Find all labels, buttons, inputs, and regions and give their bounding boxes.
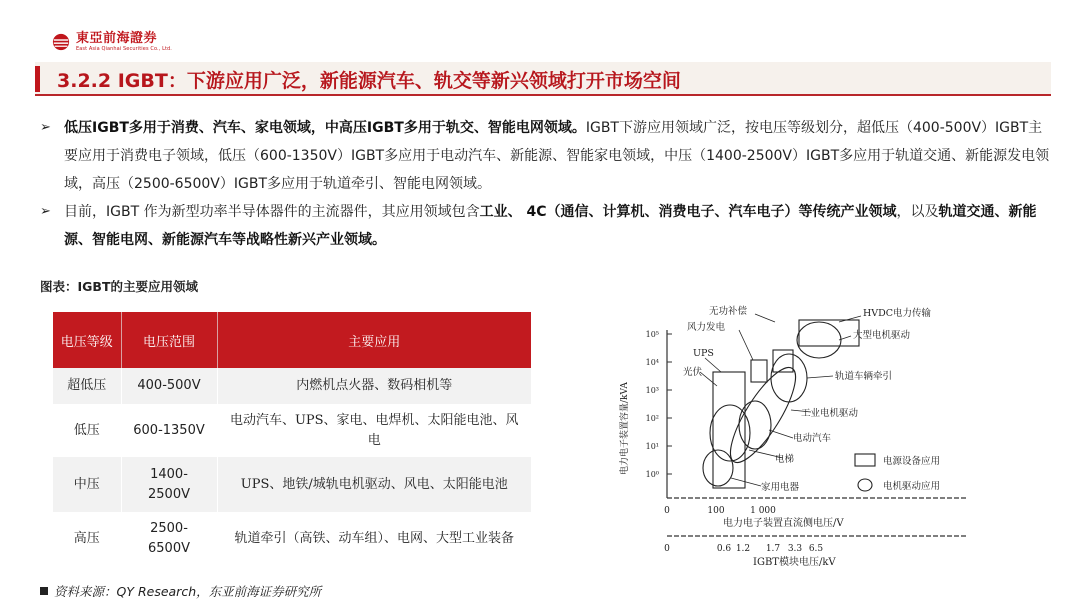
table-cell-application: UPS、地铁/城轨电机驱动、风电、太阳能电池 [217, 457, 531, 512]
table-row [53, 512, 531, 565]
table-cell-level: 超低压 [53, 368, 121, 404]
x2-tick-label: 0.6 [716, 544, 732, 554]
x2-axis-label: IGBT模块电压/kV [753, 557, 836, 568]
label-rail-traction: 轨道车辆牵引 [835, 371, 893, 382]
label-reactive-comp: 无功补偿 [709, 306, 748, 317]
company-logo [52, 32, 172, 52]
label-industrial-motor: 工业电机驱动 [801, 408, 859, 419]
bullet-list [40, 114, 1050, 254]
x2-tick-label: 6.5 [808, 544, 824, 554]
company-name-cn: 東亞前海證券 [76, 31, 158, 46]
y-tick-label: 10⁴ [645, 358, 659, 367]
y-tick-label: 10⁰ [645, 470, 659, 479]
title-accent [35, 66, 40, 92]
table-cell-application: 轨道牵引（高铁、动车组）、电网、大型工业装备 [217, 512, 531, 565]
y-tick-label: 10³ [645, 386, 659, 395]
x-tick-label: 0 [664, 506, 670, 516]
ev-region [739, 401, 771, 449]
bullet-1-bold: 低压IGBT多用于消费、汽车、家电领域，中高压IGBT多用于轨交、智能电网领域。 [64, 120, 586, 136]
table-header-voltage-range: 电压范围 [121, 312, 217, 368]
x2-tick-label: 0 [664, 544, 670, 554]
ups-region [713, 372, 745, 488]
bullet-item-2 [40, 198, 1050, 254]
table-cell-level: 中压 [53, 457, 121, 512]
diagram-svg [603, 300, 983, 575]
table-cell-range: 1400-2500V [121, 457, 217, 512]
company-name-en: East Asia Qianhai Securities Co., Ltd. [76, 46, 172, 52]
x2-tick-label: 1.7 [765, 544, 781, 554]
application-table [53, 312, 531, 565]
table-header-row [53, 312, 531, 368]
bullet-arrow-icon: ➢ [40, 120, 51, 135]
source-text: 资料来源：QY Research，东亚前海证券研究所 [54, 584, 322, 599]
table-cell-level: 低压 [53, 404, 121, 457]
x-tick-label: 1 000 [750, 506, 776, 516]
legend-ellipse-icon [858, 479, 872, 491]
bullet-item-1 [40, 114, 1050, 198]
wind-region [751, 360, 767, 382]
y-axis-label: 电力电子装置容量/kVA [620, 382, 630, 475]
bullet-2-text-2: ，以及 [896, 204, 939, 220]
x2-tick-label: 3.3 [787, 544, 803, 554]
legend-rect-icon [855, 454, 875, 466]
label-large-motor: 大型电机驱动 [853, 330, 911, 341]
label-photovoltaic: 光伏 [683, 367, 703, 378]
label-home-appliance: 家用电器 [761, 482, 800, 493]
bullet-arrow-icon: ➢ [40, 204, 51, 219]
slide-title-bar [35, 62, 1051, 96]
table-cell-range: 2500-6500V [121, 512, 217, 565]
table-cell-range: 600-1350V [121, 404, 217, 457]
company-logo-icon [52, 33, 70, 51]
square-bullet-icon [40, 587, 48, 595]
table-row [53, 457, 531, 512]
y-tick-label: 10⁵ [645, 330, 659, 339]
x2-tick-label: 1.2 [735, 544, 751, 554]
label-wind-power: 风力发电 [687, 322, 726, 333]
figure-caption: 图表：IGBT的主要应用领域 [40, 279, 198, 294]
bullet-2-bold-2: 轨道交通、新能源、智能电网、新能源汽车等战略性新兴产业领域。 [64, 204, 1037, 248]
x-axis-label: 电力电子装置直流侧电压/V [723, 518, 844, 529]
bullet-2-text-1: 目前，IGBT 作为新型功率半导体器件的主流器件，其应用领域包含 [64, 204, 480, 220]
source-note [40, 582, 321, 600]
table-row [53, 368, 531, 404]
legend-power-supply: 电源设备应用 [883, 456, 941, 467]
legend-motor-drive: 电机驱动应用 [883, 481, 941, 492]
table-header-voltage-level: 电压等级 [53, 312, 121, 368]
large-motor-region [797, 322, 841, 358]
rail-traction-region [771, 354, 807, 402]
label-ups: UPS [693, 348, 714, 359]
label-ev: 电动汽车 [793, 433, 832, 444]
igbt-application-diagram [603, 300, 983, 575]
y-tick-label: 10² [645, 414, 659, 423]
y-tick-label: 10¹ [645, 442, 659, 451]
table-cell-level: 高压 [53, 512, 121, 565]
label-elevator: 电梯 [775, 454, 795, 465]
bullet-2-bold-1: 工业、 4C（通信、计算机、消费电子、汽车电子）等传统产业领域 [479, 204, 897, 220]
bullet-1-text: IGBT下游应用领域广泛，按电压等级划分，超低压（400-500V）IGBT主要应用于消费电子领域，低压（600-1350V）IGBT多应用于电动汽车、新能源、智能家电领域，中压（1400-2500V）IGBT多应用于轨道交通、新能源发电领域，高压（2500-6500V）IGBT多应用于轨道牵引、智能电网领域。 [64, 120, 1050, 192]
label-hvdc: HVDC电力传输 [863, 308, 932, 319]
table-cell-application: 电动汽车、UPS、家电、电焊机、太阳能电池、风电 [217, 404, 531, 457]
table-row [53, 404, 531, 457]
slide-title: 3.2.2 IGBT：下游应用广泛，新能源汽车、轨交等新兴领域打开市场空间 [57, 70, 681, 92]
table-header-main-application: 主要应用 [217, 312, 531, 368]
table-cell-range: 400-500V [121, 368, 217, 404]
x-tick-label: 100 [707, 506, 725, 516]
table-cell-application: 内燃机点火器、数码相机等 [217, 368, 531, 404]
